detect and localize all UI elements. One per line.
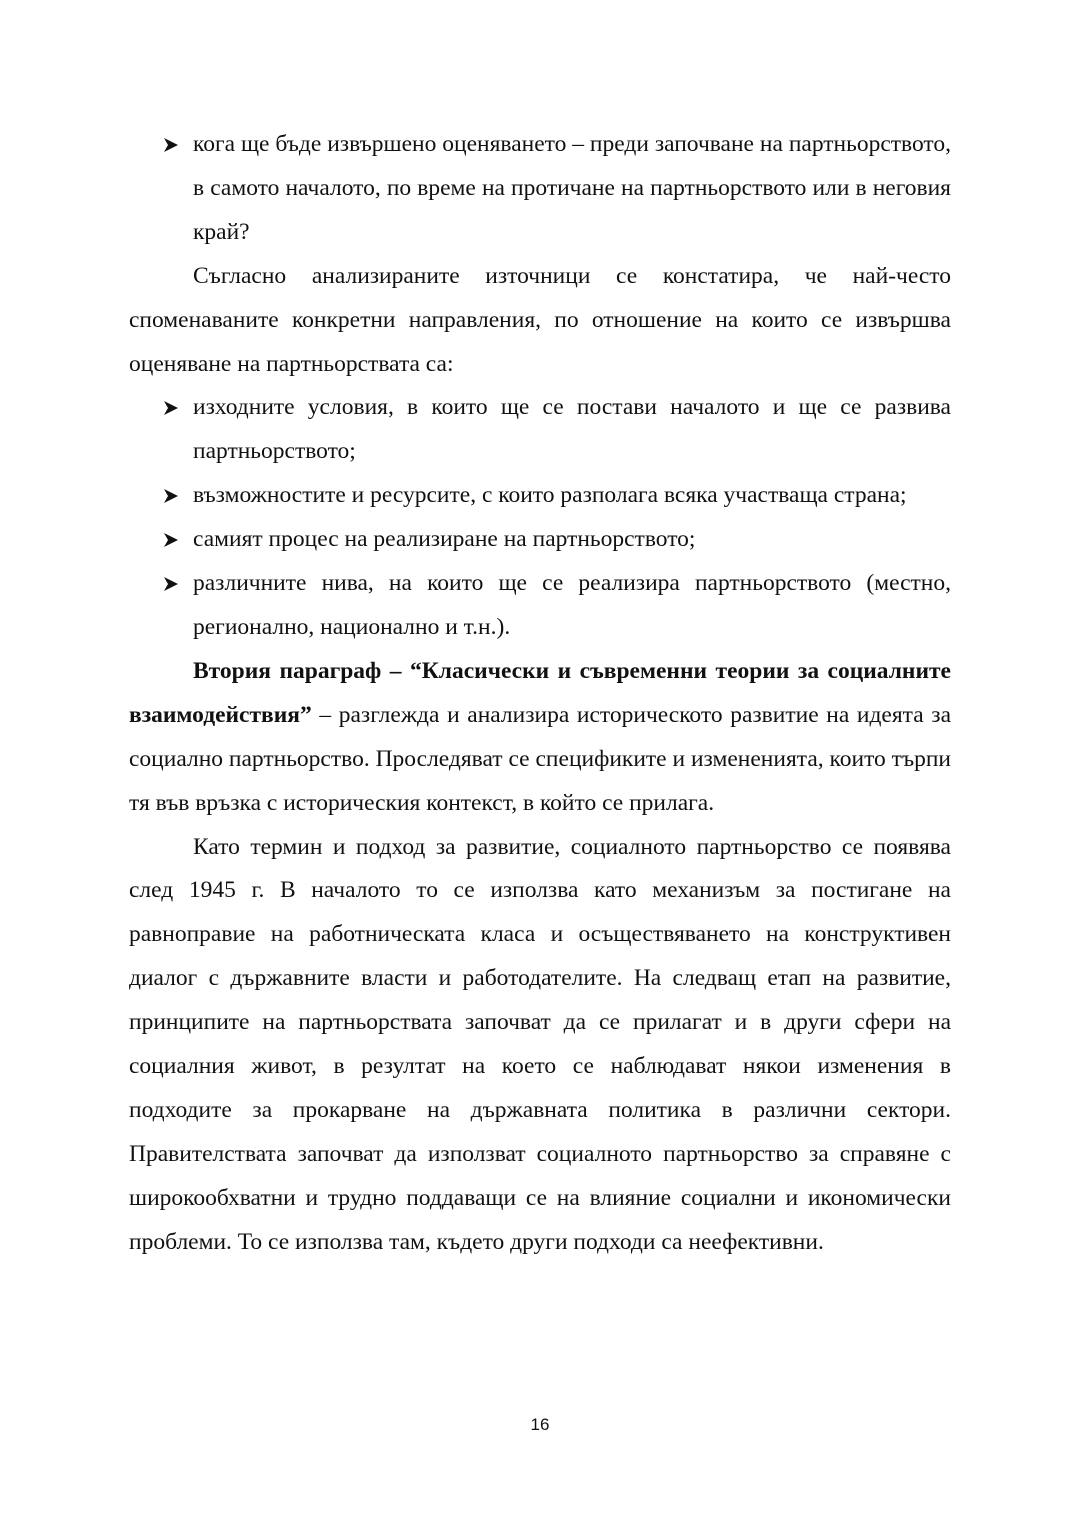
paragraph-text: – разглежда и анализира историческото развитие на идеята за социално партньорство. Проследяват се спецификите и измененията, които търпи тя във връзка с историческия контекст, в който се прилага. xyxy=(129,701,951,816)
list-item xyxy=(129,386,951,474)
paragraph: Съгласно анализираните източници се констатира, че най-често споменаваните конкретни направления, по отношение на които се извършва оценяване на партньорствата са: xyxy=(129,262,951,377)
list-item xyxy=(129,123,951,255)
page-number: 16 xyxy=(530,1415,550,1434)
list-item xyxy=(129,474,951,518)
document-body xyxy=(129,123,951,1265)
list-item-text: самият процес на реализиране на партньорството; xyxy=(193,526,696,553)
paragraph-section-heading xyxy=(129,650,951,826)
list-item xyxy=(129,562,951,650)
bullet-list-main xyxy=(129,386,951,649)
arrowhead-bullet-icon xyxy=(163,518,179,562)
list-item-text: изходните условия, в които ще се постави началото и ще се развива партньорството; xyxy=(193,394,951,465)
list-item-text: различните нива, на които ще се реализира партньорството (местно, регионално, национално и т.н.). xyxy=(193,570,951,640)
arrowhead-bullet-icon xyxy=(163,562,179,606)
arrowhead-bullet-icon xyxy=(163,474,179,518)
arrowhead-bullet-icon xyxy=(163,123,179,167)
section-title: Втория параграф – “Класически и съвременни теории за социалните взаимодействия” xyxy=(129,657,951,728)
list-item xyxy=(129,518,951,562)
list-item-text: кога ще бъде извършено оценяването – преди започване на партньорството, в самото началото, по време на протичане на партньорството или в неговия край? xyxy=(193,131,951,245)
bullet-list-top xyxy=(129,123,951,255)
paragraph: Като термин и подход за развитие, социалното партньорство се появява след 1945 г. В началото то се използва като механизъм за постигане на равноправие на работническата класа и осъществяването на конструктивен диалог с държавните власти и работодателите. На следващ етап на развитие, принципите на партньорствата започват да се прилагат и в други сфери на социалния живот, в резултат на което се наблюдават някои изменения в подходите за прокарване на държавната политика в различни сектори. Правителствата започват да използват социалното партньорство за справяне с широкообхватни и трудно поддаващи се на влияние социални и икономически проблеми. То се използва там, където други подходи са неефективни. xyxy=(129,833,951,1255)
list-item-text: възможностите и ресурсите, с които разполага всяка участваща страна; xyxy=(193,482,907,509)
arrowhead-bullet-icon xyxy=(163,386,179,430)
